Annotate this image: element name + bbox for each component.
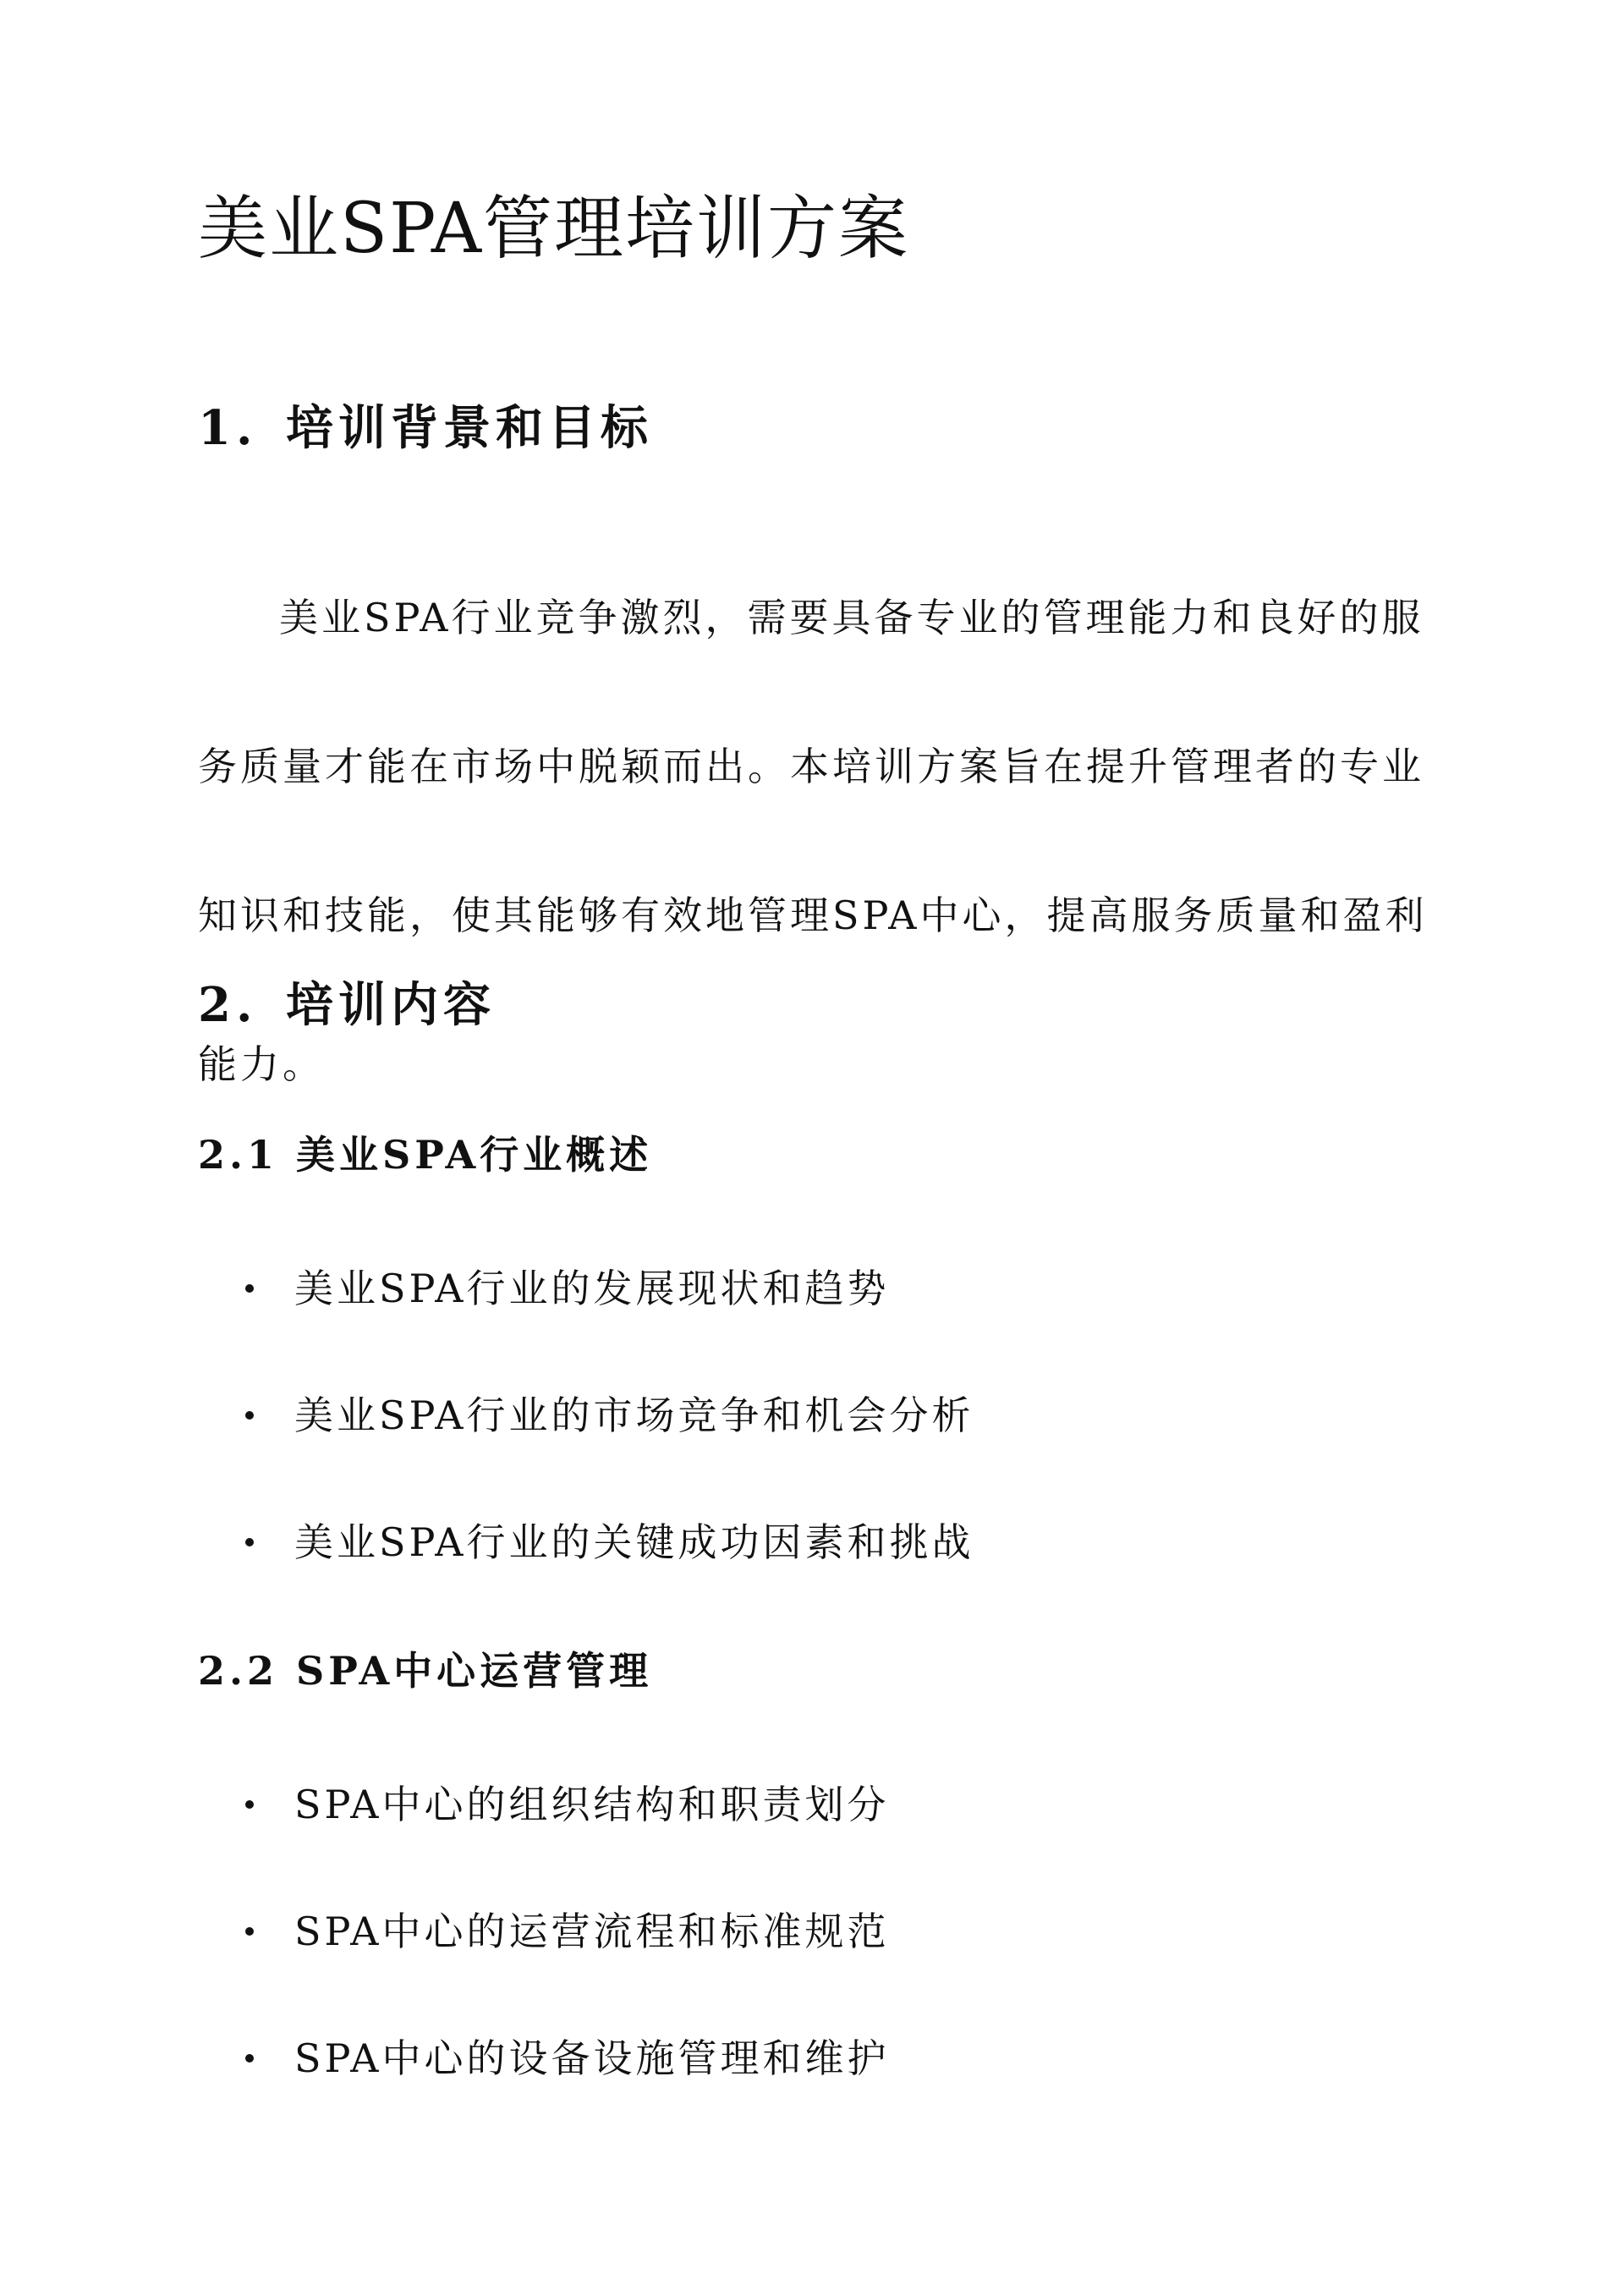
list-item bbox=[245, 1782, 890, 1827]
bullet-icon bbox=[245, 1284, 254, 1293]
bullet-icon bbox=[245, 1411, 254, 1420]
bullet-icon bbox=[245, 2054, 254, 2063]
list-item bbox=[245, 1909, 890, 1954]
paragraph-line: 美业SPA行业竞争激烈，需要具备专业的管理能力和良好的服 bbox=[279, 595, 1424, 640]
subsection-title: 美业SPA行业概述 bbox=[296, 1132, 653, 1178]
list-item bbox=[245, 1266, 890, 1311]
list-item-text: 美业SPA行业的发展现状和趋势 bbox=[294, 1266, 890, 1311]
subsection-number: 2.1 bbox=[198, 1132, 279, 1178]
section-title: 培训内容 bbox=[286, 977, 496, 1033]
subsection-title: SPA中心运营管理 bbox=[296, 1648, 653, 1694]
list-item-text: 美业SPA行业的关键成功因素和挑战 bbox=[294, 1519, 974, 1565]
list-item bbox=[245, 2035, 890, 2081]
document-title: 美业SPA管理培训方案 bbox=[198, 189, 910, 269]
section-1-paragraph bbox=[198, 543, 1433, 1139]
subsection-number: 2.2 bbox=[198, 1648, 279, 1694]
section-title: 培训背景和目标 bbox=[286, 400, 653, 456]
section-number: 2. bbox=[198, 977, 258, 1033]
bullet-icon bbox=[245, 1800, 254, 1809]
list-item-text: SPA中心的组织结构和职责划分 bbox=[294, 1782, 890, 1827]
paragraph-line: 务质量才能在市场中脱颖而出。本培训方案旨在提升管理者的专业 bbox=[198, 744, 1424, 789]
paragraph-line: 知识和技能，使其能够有效地管理SPA中心，提高服务质量和盈利 bbox=[198, 893, 1428, 938]
section-heading-1 bbox=[198, 400, 653, 456]
subsection-heading-2-1 bbox=[198, 1132, 653, 1178]
bullet-icon bbox=[245, 1538, 254, 1546]
list-item-text: 美业SPA行业的市场竞争和机会分析 bbox=[294, 1392, 974, 1438]
list-item bbox=[245, 1392, 974, 1438]
section-heading-2 bbox=[198, 977, 496, 1033]
list-item bbox=[245, 1519, 974, 1565]
subsection-heading-2-2 bbox=[198, 1648, 653, 1694]
section-number: 1. bbox=[198, 400, 258, 456]
bullet-icon bbox=[245, 1927, 254, 1936]
list-item-text: SPA中心的运营流程和标准规范 bbox=[294, 1909, 890, 1954]
list-item-text: SPA中心的设备设施管理和维护 bbox=[294, 2035, 890, 2081]
paragraph-line: 能力。 bbox=[198, 1041, 325, 1087]
